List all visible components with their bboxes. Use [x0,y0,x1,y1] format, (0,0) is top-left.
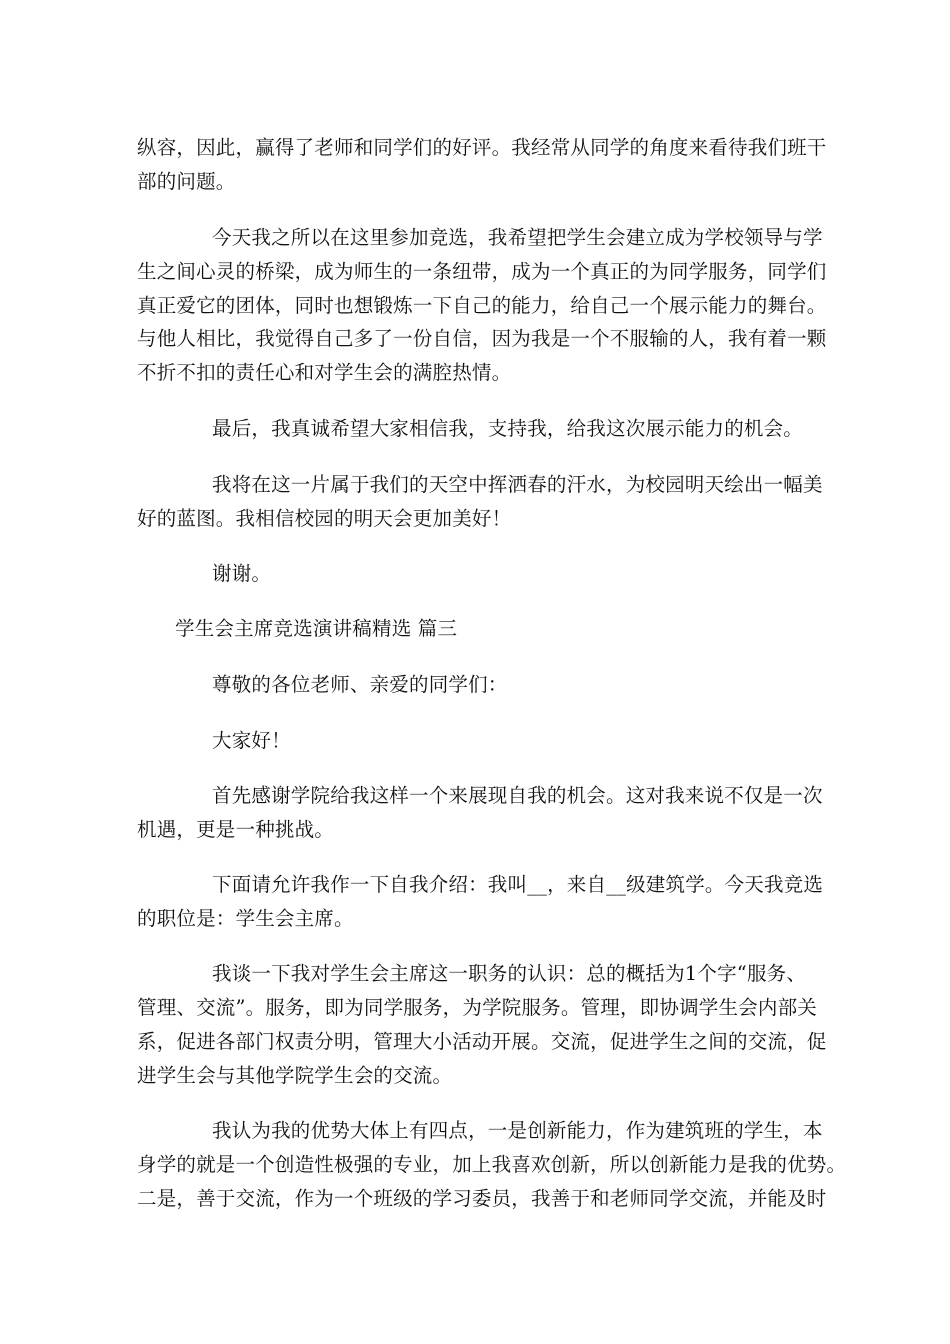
text-line: 生之间心灵的桥梁，成为师生的一条纽带，成为一个真正的为同学服务，同学们 [137,260,827,283]
text-line: 与他人相比，我觉得自己多了一份自信，因为我是一个不服输的人，我有着一颗 [137,327,827,350]
salutation: 尊敬的各位老师、亲爱的同学们： [212,673,508,696]
paragraph-first-line: 我谈一下我对学生会主席这一职务的认识：总的概括为1个字“服务、 [212,962,807,985]
paragraph-first-line: 最后，我真诚希望大家相信我，支持我，给我这次展示能力的机会。 [212,417,804,440]
greeting: 大家好！ [212,729,291,752]
text-line: 进学生会与其他学院学生会的交流。 [137,1064,453,1087]
text-line: 管理、交流”。服务，即为同学服务，为学院服务。管理，即协调学生会内部关 [137,996,817,1019]
text-line: 二是，善于交流，作为一个班级的学习委员，我善于和老师同学交流，并能及时 [137,1187,827,1210]
paragraph-first-line: 今天我之所以在这里参加竞选，我希望把学生会建立成为学校领导与学 [212,226,823,249]
paragraph-first-line: 下面请允许我作一下自我介绍：我叫__，来自__级建筑学。今天我竞选 [212,873,824,896]
text-line: 真正爱它的团体，同时也想锻炼一下自己的能力，给自己一个展示能力的舞台。 [137,294,827,317]
text-line: 的职位是：学生会主席。 [137,907,354,930]
section-heading: 学生会主席竞选演讲稿精选 篇三 [175,617,458,640]
paragraph-first-line: 谢谢。 [212,562,272,585]
text-line: 身学的就是一个创造性极强的专业，加上我喜欢创新，所以创新能力是我的优势。 [137,1153,847,1176]
text-line: 系，促进各部门权责分明，管理大小活动开展。交流，促进学生之间的交流，促 [137,1030,827,1053]
text-line: 部的问题。 [137,170,236,193]
text-line: 好的蓝图。我相信校园的明天会更加美好！ [137,507,512,530]
paragraph-first-line: 我认为我的优势大体上有四点，一是创新能力，作为建筑班的学生，本 [212,1119,823,1142]
paragraph-first-line: 首先感谢学院给我这样一个来展现自我的机会。这对我来说不仅是一次 [212,784,823,807]
text-line: 不折不扣的责任心和对学生会的满腔热情。 [137,361,512,384]
text-line: 机遇，更是一种挑战。 [137,818,335,841]
text-line: 纵容，因此，赢得了老师和同学们的好评。我经常从同学的角度来看待我们班干 [137,136,827,159]
paragraph-first-line: 我将在这一片属于我们的天空中挥洒春的汗水，为校园明天绘出一幅美 [212,473,823,496]
